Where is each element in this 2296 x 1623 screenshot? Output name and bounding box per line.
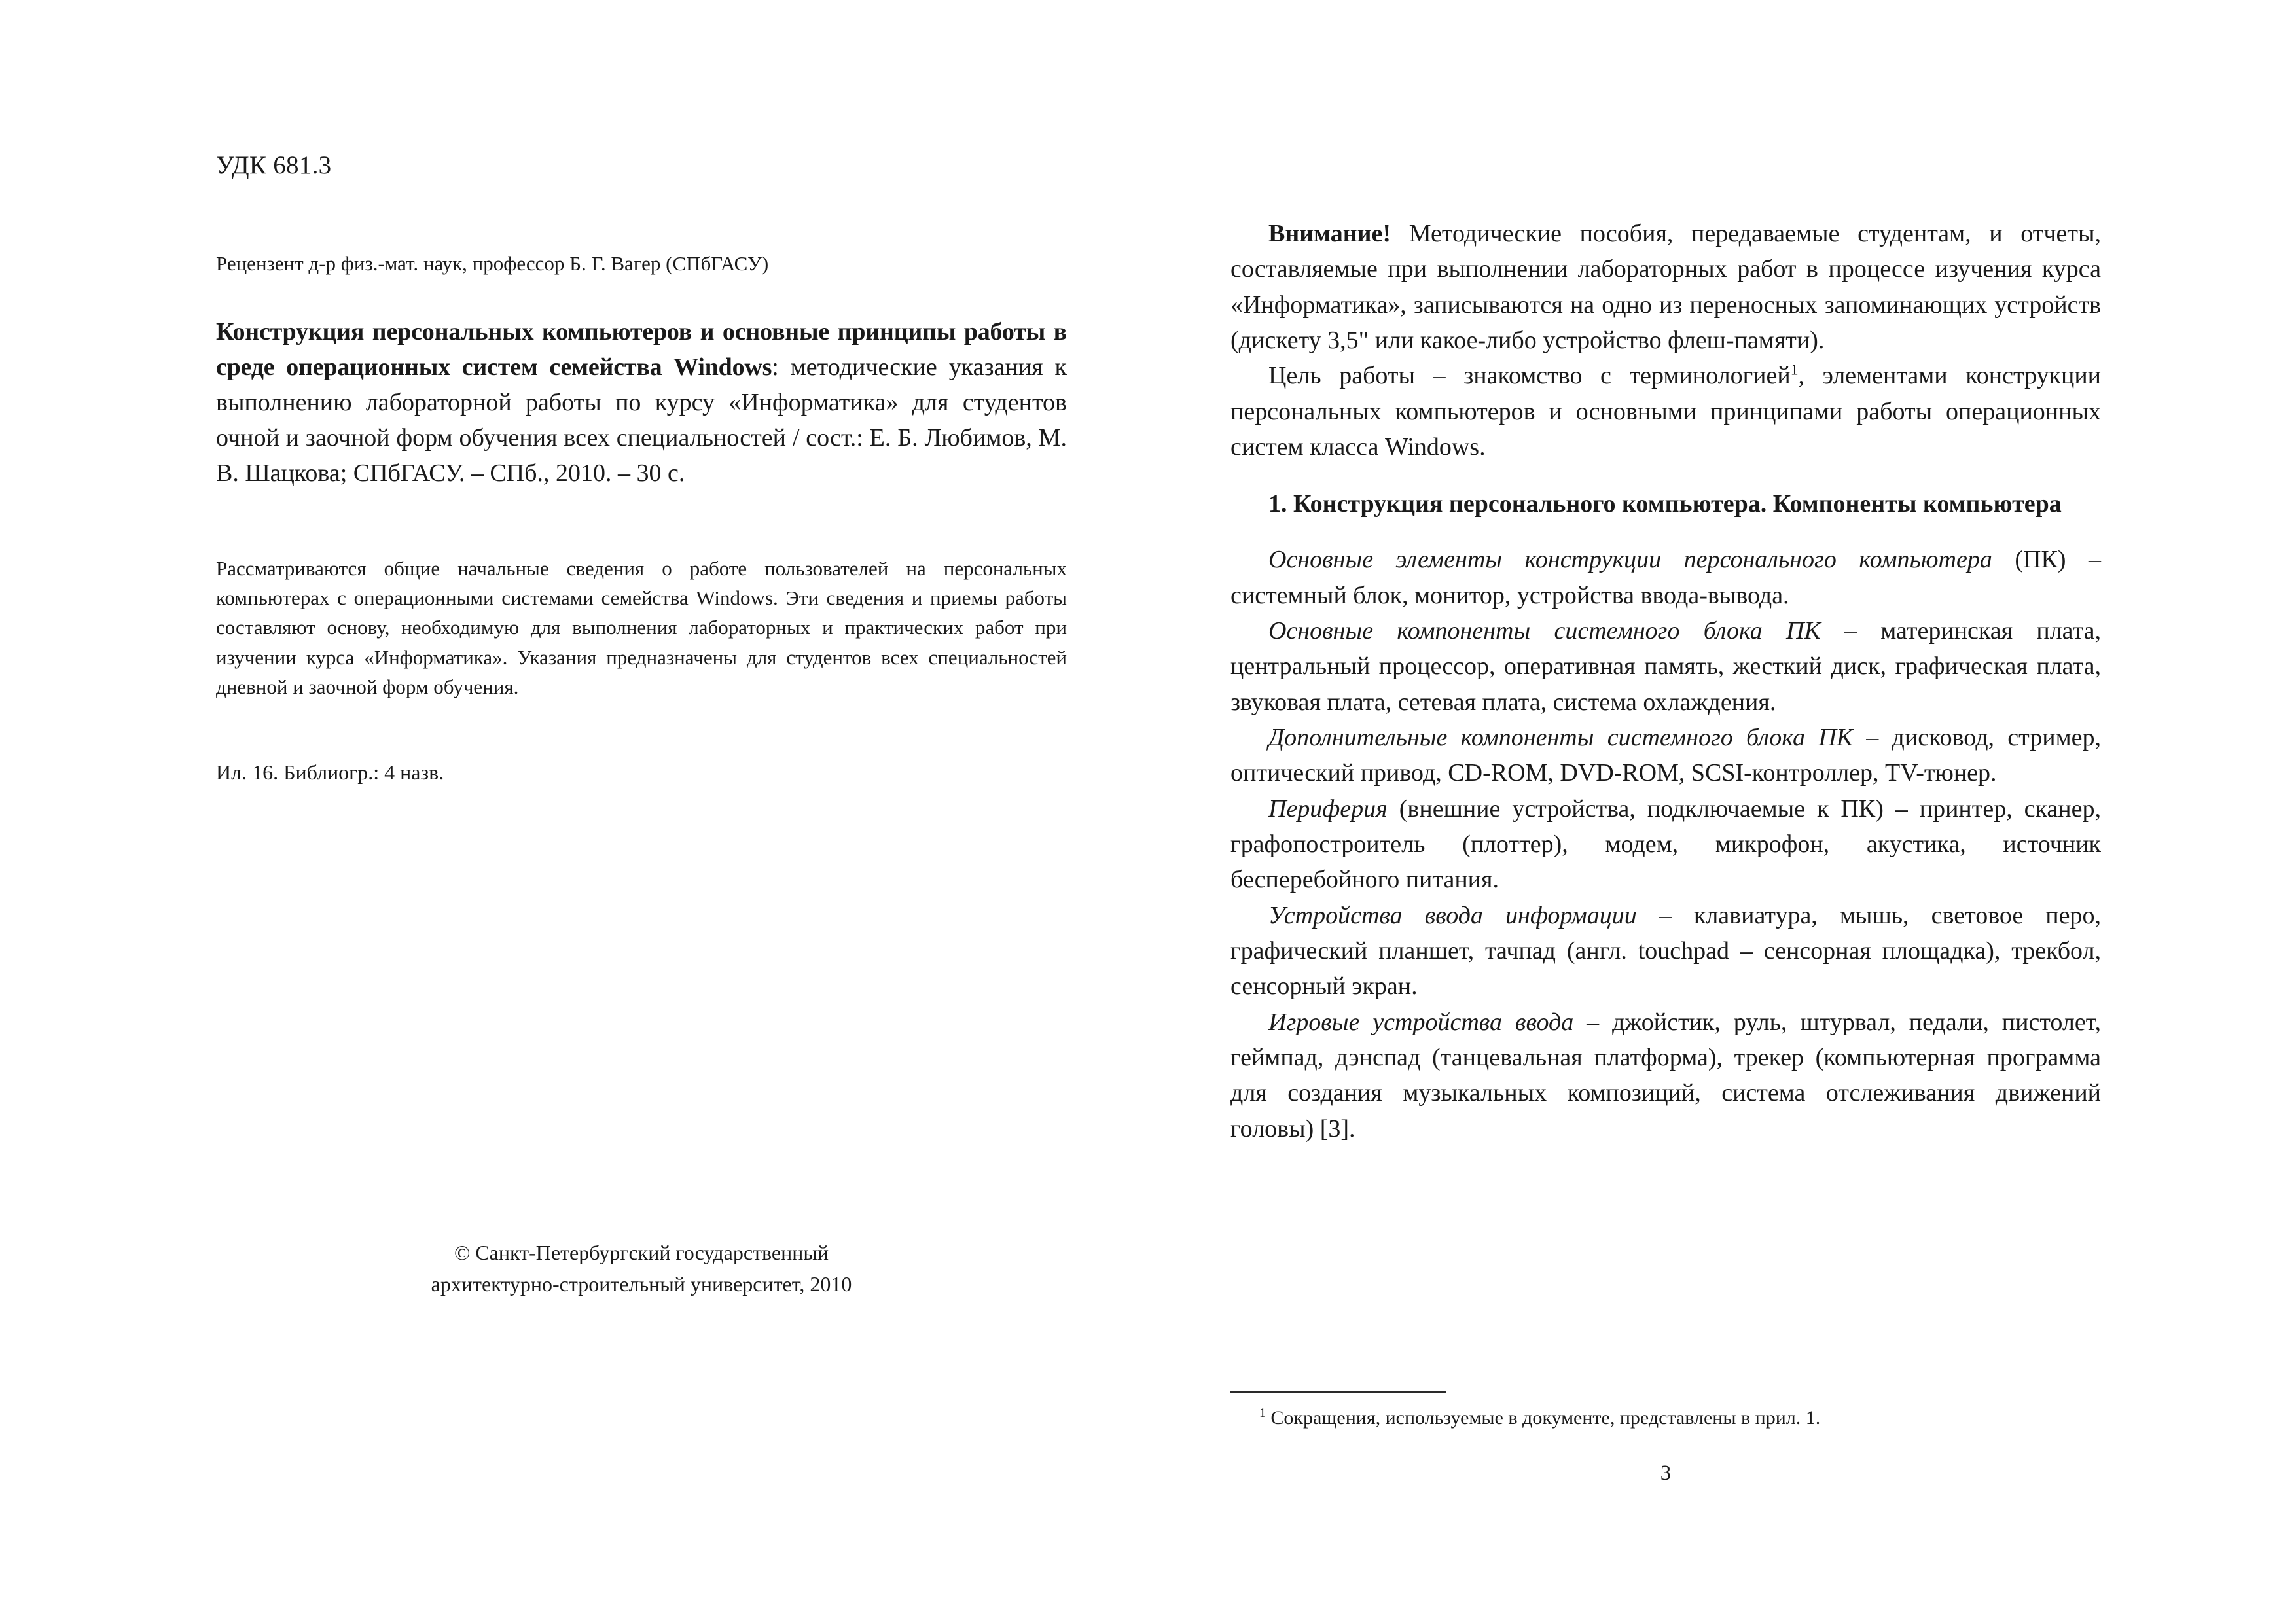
list-item <box>1230 791 2101 898</box>
list-item <box>1230 898 2101 1005</box>
attention-label: Внимание! <box>1268 220 1391 247</box>
term-periphery-desc: (внешние устройства, подключаемые к ПК) – принтер, сканер, графопостроитель (плоттер), модем, микрофон, акустика, источник бесперебойного питания. <box>1230 794 2101 894</box>
term-game-input-devices-desc: – джойстик, руль, штурвал, педали, пистолет, геймпад, дэнспад (танцевальная платформа), трекер (компьютерная программа для создания музыкальных композиций, система отслеживания движений головы) [3]. <box>1230 1008 2101 1143</box>
footnote-area <box>1230 1391 2101 1432</box>
list-item <box>1230 542 2101 613</box>
goal-paragraph <box>1230 358 2101 465</box>
reviewer-line: Рецензент д-р физ.-мат. наук, профессор Б. Г. Вагер (СПбГАСУ) <box>216 252 769 275</box>
illustrations-count: Ил. 16. Библиогр.: 4 назв. <box>216 760 444 785</box>
copyright-line-1: © Санкт-Петербургский государственный <box>454 1241 829 1264</box>
annotation-text: Рассматриваются общие начальные сведения о работе пользователей на персональных компьютерах с операционными системами семейства Windows. Эти сведения и приемы работы составляют основу, необходимую для выполнения лабораторных и практических работ при изучении курса «Информатика». Указания предназначены для студентов всех специальностей дневной и заочной форм обучения. <box>216 556 1067 698</box>
term-basic-elements-desc: (ПК) – системный блок, монитор, устройства ввода-вывода. <box>1230 546 2101 609</box>
bibliographic-description <box>216 315 1067 491</box>
term-additional-components-desc: – дисковод, стример, оптический привод, CD-ROM, DVD-ROM, SCSI-контроллер, TV-тюнер. <box>1230 723 2101 787</box>
bibliographic-details: : методические указания к выполнению лабораторной работы по курсу «Информатика» для студентов очной и заочной форм обучения всех специальностей / сост.: Е. Б. Любимов, М. В. Шацкова; СПбГАСУ. – СПб., 2010. – 30 с. <box>216 353 1067 487</box>
footnote <box>1230 1404 2101 1432</box>
right-page <box>1230 216 2101 1492</box>
copyright-line-2: архитектурно-строительный университет, 2010 <box>431 1272 852 1296</box>
term-periphery: Периферия <box>1268 794 1388 823</box>
udk-code: УДК 681.3 <box>216 151 332 179</box>
copyright-block <box>216 1237 1067 1300</box>
footnote-marker-inline: 1 <box>1790 361 1799 379</box>
footnote-divider <box>1230 1391 1446 1393</box>
list-item <box>1230 720 2101 791</box>
footnote-number: 1 <box>1259 1406 1266 1420</box>
list-item <box>1230 1005 2101 1147</box>
footnote-text: Сокращения, используемые в документе, представлены в прил. 1. <box>1265 1407 1821 1429</box>
goal-text-part-2: , элементами конструкции персональных компьютеров и основными принципами работы операционных систем класса Windows. <box>1230 362 2102 461</box>
attention-paragraph <box>1230 216 2101 358</box>
term-input-devices-desc: – клавиатура, мышь, световое перо, графический планшет, тачпад (англ. touchpad – сенсорная площадка), трекбол, сенсорный экран. <box>1230 901 2101 1001</box>
term-game-input-devices: Игровые устройства ввода <box>1268 1008 1574 1036</box>
list-item <box>1230 613 2101 720</box>
term-basic-elements: Основные элементы конструкции персонального компьютера <box>1268 546 1992 574</box>
section-heading: 1. Конструкция персонального компьютера. Компоненты компьютера <box>1268 490 2062 518</box>
attention-text: Методические пособия, передаваемые студентам, и отчеты, составляемые при выполнении лабораторных работ в процессе изучения курса «Информатика», записываются на одно из переносных запоминающих устройств (дискету 3,5" или какое-либо устройство флеш-памяти). <box>1230 220 2101 354</box>
term-main-components: Основные компоненты системного блока ПК <box>1268 616 1821 645</box>
bibliographic-title: Конструкция персональных компьютеров и основные принципы работы в среде операционных систем семейства Windows <box>216 318 1067 381</box>
page-number: 3 <box>1660 1461 1672 1485</box>
term-additional-components: Дополнительные компоненты системного блока ПК <box>1268 723 1854 751</box>
goal-text-part-1: Цель работы – знакомство с терминологией <box>1268 362 1791 390</box>
term-main-components-desc: – материнская плата, центральный процессор, оперативная память, жесткий диск, графическая плата, звуковая плата, сетевая плата, система охлаждения. <box>1230 616 2101 716</box>
left-page <box>216 151 1067 1492</box>
right-page-body <box>1230 216 2101 1147</box>
term-input-devices: Устройства ввода информации <box>1268 901 1637 929</box>
